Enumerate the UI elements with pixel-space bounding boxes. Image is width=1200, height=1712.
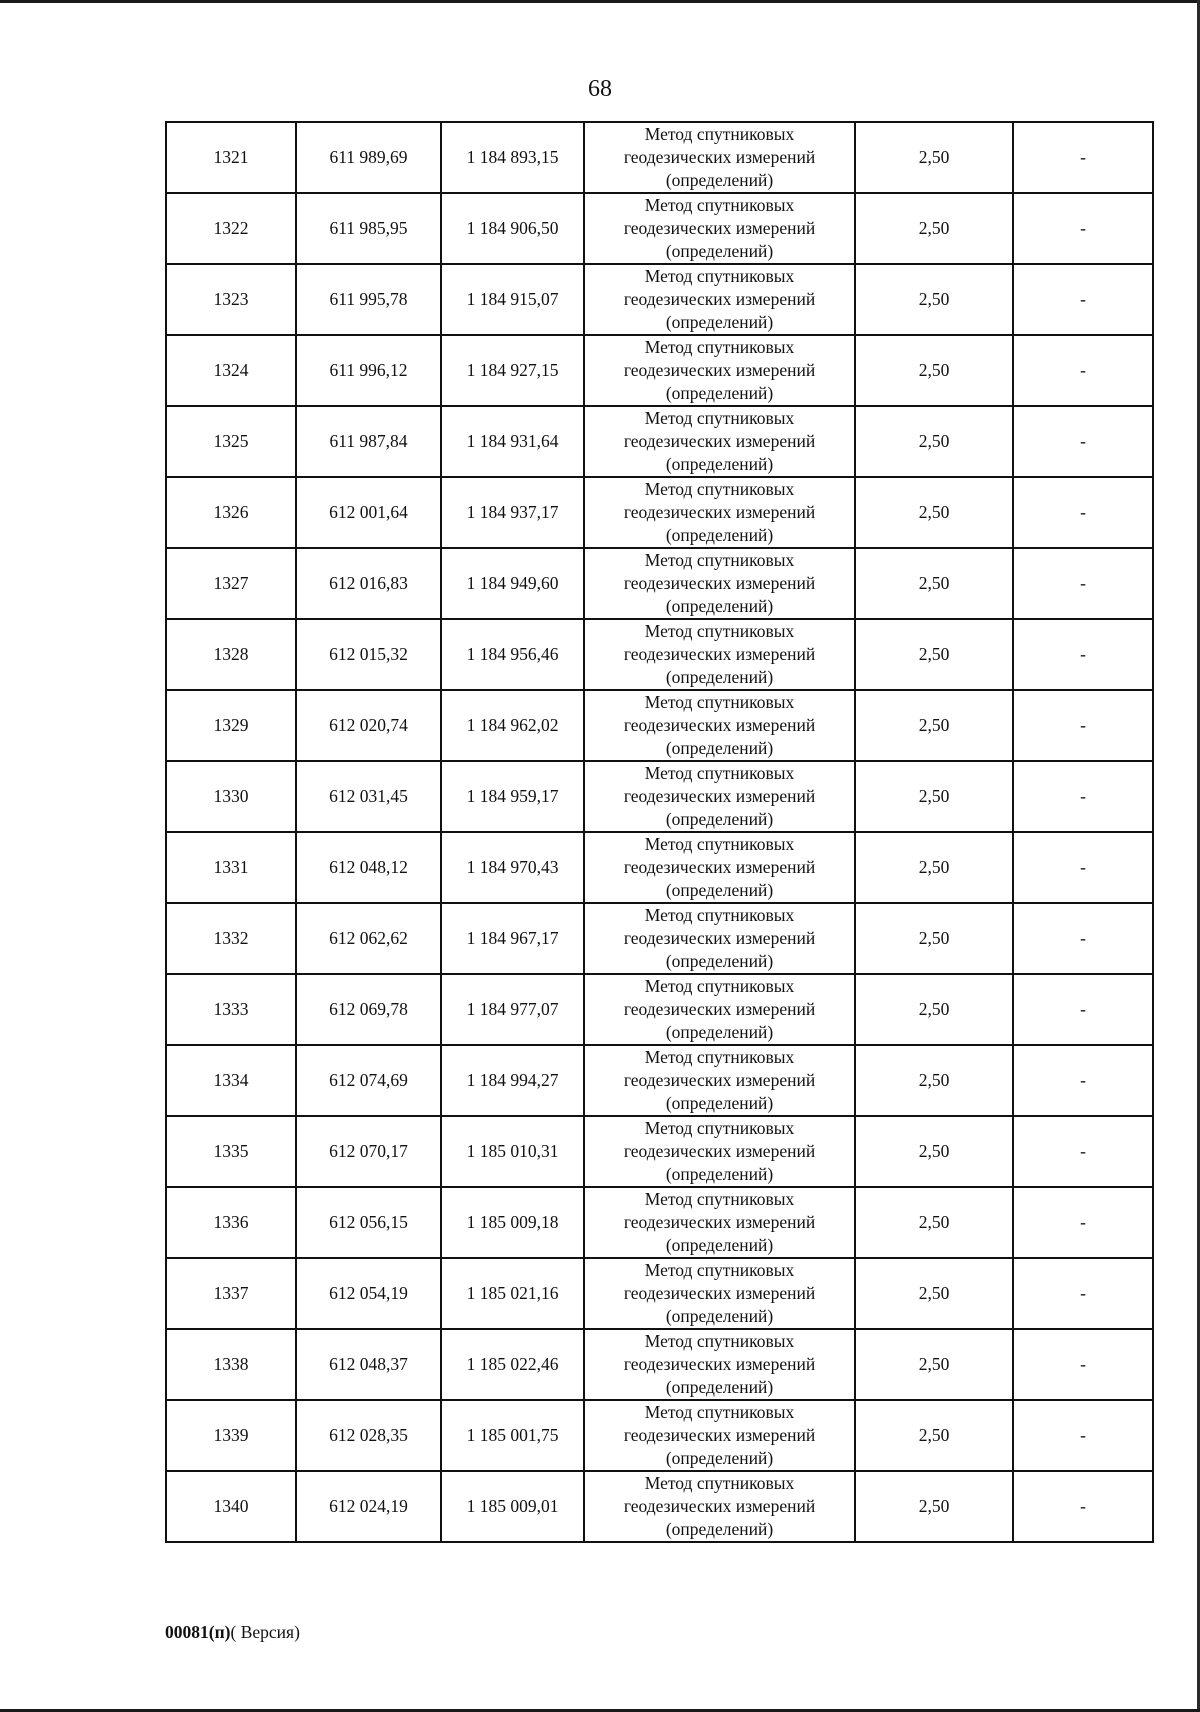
method-cell (584, 619, 855, 690)
point-number-cell: 1331 (166, 832, 296, 903)
x-coordinate-cell: 611 996,12 (296, 335, 441, 406)
method-text-line: геодезических измерений (623, 928, 816, 948)
method-text-line: геодезических измерений (623, 1212, 816, 1232)
note-cell: - (1013, 406, 1153, 477)
point-number-cell: 1328 (166, 619, 296, 690)
table-row (166, 1258, 1153, 1329)
method-cell (584, 1116, 855, 1187)
method-cell (584, 1187, 855, 1258)
method-cell (584, 1258, 855, 1329)
accuracy-cell: 2,50 (855, 1400, 1013, 1471)
method-text-line: Метод спутниковых (644, 124, 795, 144)
table-row (166, 264, 1153, 335)
table-row (166, 1329, 1153, 1400)
note-cell: - (1013, 264, 1153, 335)
method-text-line: геодезических измерений (623, 1070, 816, 1090)
method-text-line: Метод спутниковых (644, 408, 795, 428)
x-coordinate-cell: 611 985,95 (296, 193, 441, 264)
y-coordinate-cell: 1 184 893,15 (441, 122, 584, 193)
page-number: 68 (588, 76, 612, 102)
x-coordinate-cell: 612 069,78 (296, 974, 441, 1045)
point-number-cell: 1332 (166, 903, 296, 974)
accuracy-cell: 2,50 (855, 406, 1013, 477)
coordinates-table-body (166, 122, 1153, 1542)
table-row (166, 1116, 1153, 1187)
x-coordinate-cell: 612 016,83 (296, 548, 441, 619)
accuracy-cell: 2,50 (855, 619, 1013, 690)
method-text-line: геодезических измерений (623, 1425, 816, 1445)
method-text-line: Метод спутниковых (644, 692, 795, 712)
point-number-cell: 1336 (166, 1187, 296, 1258)
method-text-line: геодезических измерений (623, 999, 816, 1019)
method-cell (584, 122, 855, 193)
method-cell (584, 903, 855, 974)
method-cell (584, 832, 855, 903)
point-number-cell: 1323 (166, 264, 296, 335)
x-coordinate-cell: 612 074,69 (296, 1045, 441, 1116)
method-cell (584, 406, 855, 477)
method-cell (584, 1329, 855, 1400)
table-row (166, 619, 1153, 690)
method-text-line: Метод спутниковых (644, 834, 795, 854)
method-text-line: геодезических измерений (623, 147, 816, 167)
note-cell: - (1013, 1116, 1153, 1187)
method-text-line: геодезических измерений (623, 289, 816, 309)
method-cell (584, 1045, 855, 1116)
point-number-cell: 1330 (166, 761, 296, 832)
accuracy-cell: 2,50 (855, 477, 1013, 548)
y-coordinate-cell: 1 185 021,16 (441, 1258, 584, 1329)
method-cell (584, 974, 855, 1045)
y-coordinate-cell: 1 184 962,02 (441, 690, 584, 761)
accuracy-cell: 2,50 (855, 122, 1013, 193)
method-text-line: геодезических измерений (623, 1496, 816, 1516)
method-text-line: Метод спутниковых (644, 976, 795, 996)
x-coordinate-cell: 612 054,19 (296, 1258, 441, 1329)
table-row (166, 335, 1153, 406)
point-number-cell: 1324 (166, 335, 296, 406)
method-text-line: (определений) (665, 667, 774, 687)
table-row (166, 690, 1153, 761)
x-coordinate-cell: 612 048,37 (296, 1329, 441, 1400)
y-coordinate-cell: 1 184 977,07 (441, 974, 584, 1045)
note-cell: - (1013, 619, 1153, 690)
method-text-line: (определений) (665, 383, 774, 403)
note-cell: - (1013, 690, 1153, 761)
accuracy-cell: 2,50 (855, 264, 1013, 335)
point-number-cell: 1329 (166, 690, 296, 761)
point-number-cell: 1333 (166, 974, 296, 1045)
table-row (166, 1400, 1153, 1471)
accuracy-cell: 2,50 (855, 1187, 1013, 1258)
point-number-cell: 1334 (166, 1045, 296, 1116)
document-code-version: ( Версия) (230, 1622, 300, 1642)
method-text-line: Метод спутниковых (644, 1260, 795, 1280)
method-text-line: Метод спутниковых (644, 763, 795, 783)
method-cell (584, 264, 855, 335)
method-text-line: геодезических измерений (623, 786, 816, 806)
method-text-line: геодезических измерений (623, 1354, 816, 1374)
x-coordinate-cell: 612 070,17 (296, 1116, 441, 1187)
method-text-line: (определений) (665, 738, 774, 758)
accuracy-cell: 2,50 (855, 335, 1013, 406)
y-coordinate-cell: 1 185 009,18 (441, 1187, 584, 1258)
method-text-line: геодезических измерений (623, 857, 816, 877)
coordinates-table (165, 121, 1154, 1543)
x-coordinate-cell: 611 989,69 (296, 122, 441, 193)
point-number-cell: 1321 (166, 122, 296, 193)
note-cell: - (1013, 122, 1153, 193)
method-text-line: геодезических измерений (623, 502, 816, 522)
y-coordinate-cell: 1 185 022,46 (441, 1329, 584, 1400)
method-text-line: (определений) (665, 1306, 774, 1326)
method-text-line: геодезических измерений (623, 218, 816, 238)
table-row (166, 548, 1153, 619)
note-cell: - (1013, 335, 1153, 406)
method-text-line: геодезических измерений (623, 1141, 816, 1161)
method-text-line: Метод спутниковых (644, 550, 795, 570)
accuracy-cell: 2,50 (855, 1116, 1013, 1187)
note-cell: - (1013, 974, 1153, 1045)
method-text-line: (определений) (665, 1235, 774, 1255)
method-text-line: геодезических измерений (623, 360, 816, 380)
method-text-line: геодезических измерений (623, 1283, 816, 1303)
method-text-line: геодезических измерений (623, 431, 816, 451)
point-number-cell: 1322 (166, 193, 296, 264)
point-number-cell: 1339 (166, 1400, 296, 1471)
method-text-line: (определений) (665, 312, 774, 332)
accuracy-cell: 2,50 (855, 1329, 1013, 1400)
method-text-line: Метод спутниковых (644, 1402, 795, 1422)
y-coordinate-cell: 1 185 009,01 (441, 1471, 584, 1542)
method-text-line: Метод спутниковых (644, 1118, 795, 1138)
accuracy-cell: 2,50 (855, 548, 1013, 619)
method-text-line: геодезических измерений (623, 573, 816, 593)
y-coordinate-cell: 1 184 927,15 (441, 335, 584, 406)
method-text-line: (определений) (665, 1448, 774, 1468)
note-cell: - (1013, 761, 1153, 832)
note-cell: - (1013, 832, 1153, 903)
note-cell: - (1013, 1187, 1153, 1258)
x-coordinate-cell: 612 028,35 (296, 1400, 441, 1471)
y-coordinate-cell: 1 184 949,60 (441, 548, 584, 619)
method-text-line: (определений) (665, 241, 774, 261)
x-coordinate-cell: 612 031,45 (296, 761, 441, 832)
method-cell (584, 1400, 855, 1471)
method-text-line: Метод спутниковых (644, 1047, 795, 1067)
accuracy-cell: 2,50 (855, 1258, 1013, 1329)
accuracy-cell: 2,50 (855, 761, 1013, 832)
method-text-line: Метод спутниковых (644, 1189, 795, 1209)
note-cell: - (1013, 1045, 1153, 1116)
point-number-cell: 1340 (166, 1471, 296, 1542)
table-row (166, 193, 1153, 264)
document-code-number: 00081(п) (165, 1622, 231, 1642)
point-number-cell: 1338 (166, 1329, 296, 1400)
accuracy-cell: 2,50 (855, 690, 1013, 761)
method-text-line: (определений) (665, 596, 774, 616)
x-coordinate-cell: 612 062,62 (296, 903, 441, 974)
note-cell: - (1013, 903, 1153, 974)
method-text-line: Метод спутниковых (644, 1473, 795, 1493)
y-coordinate-cell: 1 184 970,43 (441, 832, 584, 903)
document-code (165, 1622, 300, 1643)
method-text-line: Метод спутниковых (644, 479, 795, 499)
y-coordinate-cell: 1 184 937,17 (441, 477, 584, 548)
point-number-cell: 1325 (166, 406, 296, 477)
y-coordinate-cell: 1 184 956,46 (441, 619, 584, 690)
x-coordinate-cell: 612 056,15 (296, 1187, 441, 1258)
scan-border-top (0, 0, 1200, 3)
y-coordinate-cell: 1 185 010,31 (441, 1116, 584, 1187)
table-row (166, 122, 1153, 193)
table-row (166, 761, 1153, 832)
table-row (166, 1471, 1153, 1542)
accuracy-cell: 2,50 (855, 974, 1013, 1045)
point-number-cell: 1335 (166, 1116, 296, 1187)
table-row (166, 832, 1153, 903)
y-coordinate-cell: 1 185 001,75 (441, 1400, 584, 1471)
method-text-line: геодезических измерений (623, 644, 816, 664)
table-row (166, 477, 1153, 548)
table-row (166, 1187, 1153, 1258)
y-coordinate-cell: 1 184 931,64 (441, 406, 584, 477)
note-cell: - (1013, 1329, 1153, 1400)
point-number-cell: 1337 (166, 1258, 296, 1329)
method-cell (584, 761, 855, 832)
y-coordinate-cell: 1 184 967,17 (441, 903, 584, 974)
method-text-line: Метод спутниковых (644, 337, 795, 357)
method-text-line: геодезических измерений (623, 715, 816, 735)
method-text-line: (определений) (665, 1519, 774, 1539)
accuracy-cell: 2,50 (855, 1045, 1013, 1116)
method-cell (584, 548, 855, 619)
point-number-cell: 1326 (166, 477, 296, 548)
note-cell: - (1013, 1400, 1153, 1471)
x-coordinate-cell: 611 987,84 (296, 406, 441, 477)
method-text-line: (определений) (665, 1164, 774, 1184)
point-number-cell: 1327 (166, 548, 296, 619)
method-text-line: (определений) (665, 951, 774, 971)
method-cell (584, 193, 855, 264)
method-cell (584, 690, 855, 761)
method-text-line: Метод спутниковых (644, 195, 795, 215)
y-coordinate-cell: 1 184 959,17 (441, 761, 584, 832)
method-text-line: (определений) (665, 880, 774, 900)
x-coordinate-cell: 612 048,12 (296, 832, 441, 903)
note-cell: - (1013, 548, 1153, 619)
note-cell: - (1013, 477, 1153, 548)
x-coordinate-cell: 612 001,64 (296, 477, 441, 548)
method-text-line: (определений) (665, 1093, 774, 1113)
y-coordinate-cell: 1 184 906,50 (441, 193, 584, 264)
y-coordinate-cell: 1 184 994,27 (441, 1045, 584, 1116)
method-text-line: (определений) (665, 170, 774, 190)
accuracy-cell: 2,50 (855, 903, 1013, 974)
x-coordinate-cell: 612 015,32 (296, 619, 441, 690)
x-coordinate-cell: 612 024,19 (296, 1471, 441, 1542)
accuracy-cell: 2,50 (855, 832, 1013, 903)
method-cell (584, 477, 855, 548)
accuracy-cell: 2,50 (855, 193, 1013, 264)
x-coordinate-cell: 611 995,78 (296, 264, 441, 335)
method-text-line: (определений) (665, 1377, 774, 1397)
note-cell: - (1013, 1258, 1153, 1329)
y-coordinate-cell: 1 184 915,07 (441, 264, 584, 335)
table-row (166, 406, 1153, 477)
method-text-line: (определений) (665, 1022, 774, 1042)
accuracy-cell: 2,50 (855, 1471, 1013, 1542)
method-text-line: Метод спутниковых (644, 621, 795, 641)
method-text-line: (определений) (665, 809, 774, 829)
note-cell: - (1013, 1471, 1153, 1542)
method-text-line: Метод спутниковых (644, 905, 795, 925)
x-coordinate-cell: 612 020,74 (296, 690, 441, 761)
method-text-line: Метод спутниковых (644, 1331, 795, 1351)
method-text-line: (определений) (665, 454, 774, 474)
method-cell (584, 335, 855, 406)
table-row (166, 974, 1153, 1045)
method-text-line: Метод спутниковых (644, 266, 795, 286)
table-row (166, 1045, 1153, 1116)
note-cell: - (1013, 193, 1153, 264)
method-text-line: (определений) (665, 525, 774, 545)
table-row (166, 903, 1153, 974)
method-cell (584, 1471, 855, 1542)
